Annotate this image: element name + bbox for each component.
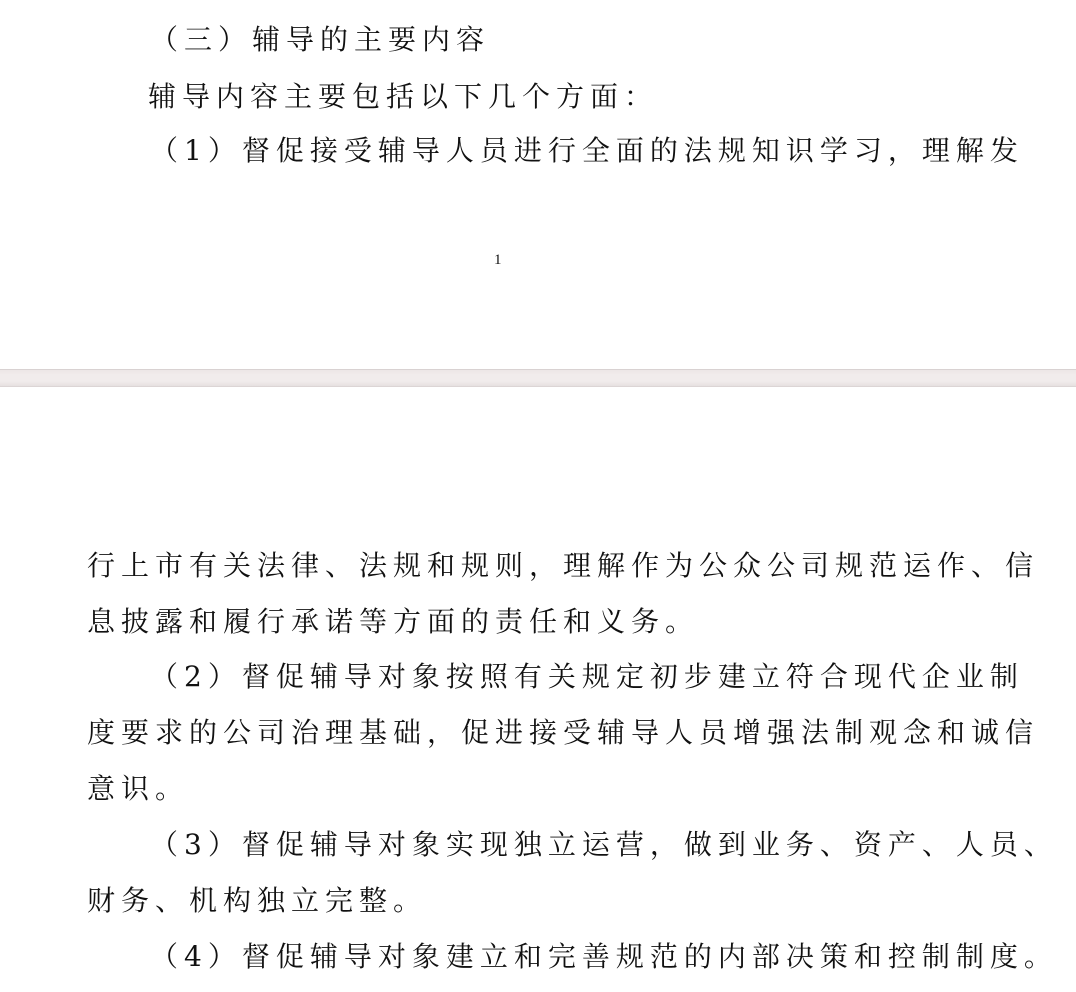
- paragraph-intro: 辅导内容主要包括以下几个方面：: [148, 80, 659, 113]
- paragraph-item-2-start: （2）督促辅导对象按照有关规定初步建立符合现代企业制: [150, 660, 1024, 693]
- paragraph-item-1-start: （1）督促接受辅导人员进行全面的法规知识学习，理解发: [150, 134, 1024, 167]
- paragraph-item-3-end: 财务、机构独立完整。: [87, 884, 428, 917]
- document-page-2: [0, 387, 1076, 992]
- paragraph-item-3-start: （3）督促辅导对象实现独立运营，做到业务、资产、人员、: [150, 828, 1058, 861]
- paragraph-item-1-end: 息披露和履行承诺等方面的责任和义务。: [87, 605, 700, 638]
- paragraph-item-2-continued: 度要求的公司治理基础，促进接受辅导人员增强法制观念和诚信: [87, 716, 1040, 749]
- paragraph-item-1-continued: 行上市有关法律、法规和规则，理解作为公众公司规范运作、信: [87, 549, 1040, 582]
- section-heading: （三）辅导的主要内容: [150, 23, 491, 56]
- document-page-1: [0, 0, 1076, 369]
- page-separator: [0, 369, 1076, 387]
- paragraph-item-4: （4）督促辅导对象建立和完善规范的内部决策和控制制度。: [150, 940, 1058, 973]
- page-number: 1: [494, 252, 502, 268]
- paragraph-item-2-end: 意识。: [87, 772, 190, 805]
